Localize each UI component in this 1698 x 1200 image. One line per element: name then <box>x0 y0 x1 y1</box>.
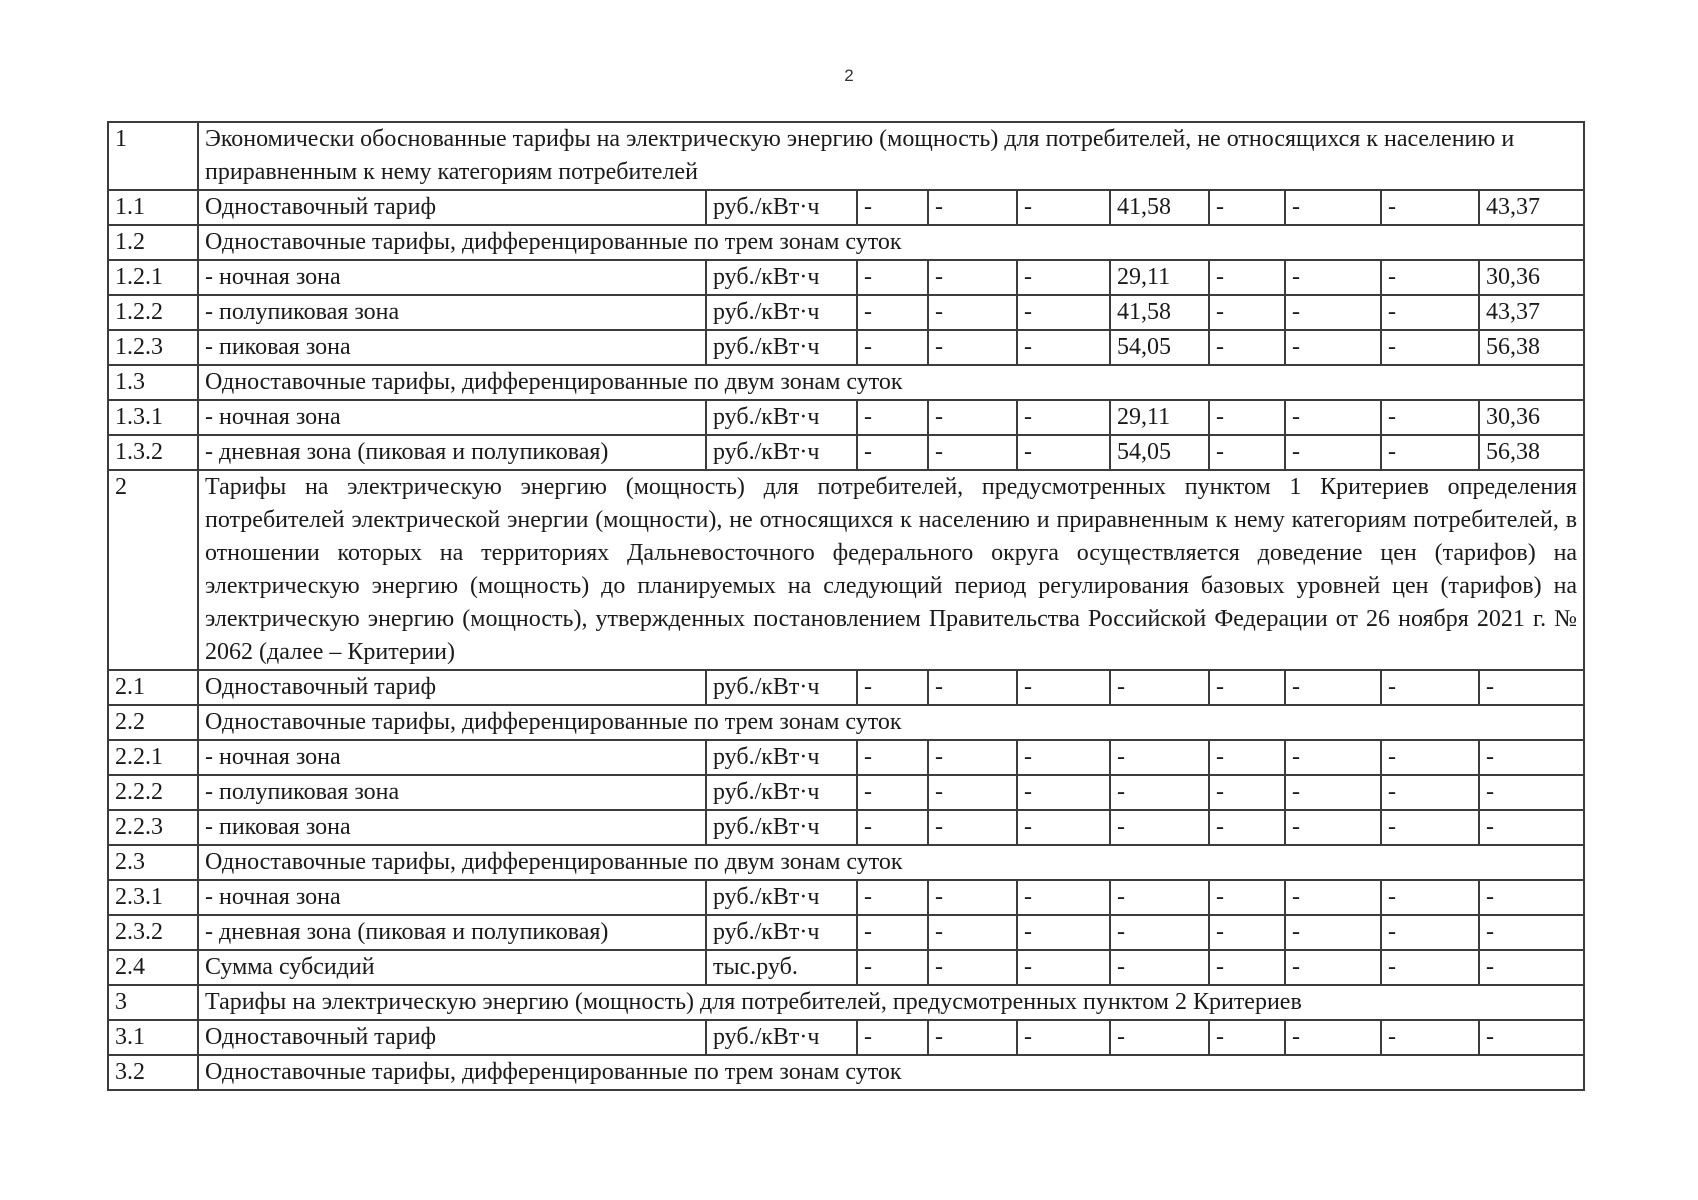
value-cell: 30,36 <box>1479 260 1584 295</box>
value-cell: 41,58 <box>1110 295 1209 330</box>
value-cell: - <box>1285 950 1381 985</box>
value-cell: - <box>928 260 1017 295</box>
value-cell: - <box>928 740 1017 775</box>
value-cell: - <box>1285 260 1381 295</box>
value-cell: - <box>1017 670 1110 705</box>
row-number: 2.2.1 <box>108 740 198 775</box>
row-label: - полупиковая зона <box>198 295 706 330</box>
section-title: Одноставочные тарифы, дифференцированные по двум зонам суток <box>198 845 1584 880</box>
value-cell: - <box>1209 950 1285 985</box>
value-cell: - <box>1209 1020 1285 1055</box>
value-cell: - <box>1381 400 1479 435</box>
value-cell: - <box>857 740 928 775</box>
table-row <box>108 915 1584 950</box>
row-number: 3 <box>108 985 198 1020</box>
value-cell: 29,11 <box>1110 260 1209 295</box>
unit-cell: руб./кВт·ч <box>706 915 857 950</box>
value-cell: - <box>928 915 1017 950</box>
value-cell: - <box>1017 1020 1110 1055</box>
value-cell: - <box>857 400 928 435</box>
section-title: Тарифы на электрическую энергию (мощность) для потребителей, предусмотренных пунктом 1 Критериев определения потребителей электрической энергии (мощности), не относящихся к населению и приравненным к нему категориям потребителей, в отношении которых на территориях Дальневосточного федерального округа осуществляется доведение цен (тарифов) на электрическую энергию (мощность) до планируемых на следующий период регулирования базовых уровней цен (тарифов) на электрическую энергию (мощность), утвержденных постановлением Правительства Российской Федерации от 26 ноября 2021 г. № 2062 (далее – Критерии) <box>198 470 1584 670</box>
value-cell: 56,38 <box>1479 435 1584 470</box>
row-label: - ночная зона <box>198 400 706 435</box>
tariff-table-body <box>108 122 1584 1090</box>
section-title: Одноставочные тарифы, дифференцированные по трем зонам суток <box>198 1055 1584 1090</box>
value-cell: - <box>857 330 928 365</box>
tariff-table <box>107 121 1585 1091</box>
value-cell: - <box>857 880 928 915</box>
value-cell: - <box>1285 915 1381 950</box>
section-row <box>108 225 1584 260</box>
section-row <box>108 845 1584 880</box>
value-cell: - <box>928 435 1017 470</box>
value-cell: - <box>857 915 928 950</box>
row-label: Одноставочный тариф <box>198 1020 706 1055</box>
value-cell: - <box>857 295 928 330</box>
value-cell: - <box>1209 810 1285 845</box>
unit-cell: руб./кВт·ч <box>706 810 857 845</box>
value-cell: - <box>1285 1020 1381 1055</box>
table-row <box>108 740 1584 775</box>
value-cell: - <box>1017 740 1110 775</box>
table-row <box>108 190 1584 225</box>
row-number: 3.2 <box>108 1055 198 1090</box>
value-cell: - <box>928 950 1017 985</box>
value-cell: - <box>1285 400 1381 435</box>
table-row <box>108 950 1584 985</box>
value-cell: - <box>1285 330 1381 365</box>
row-number: 1 <box>108 122 198 190</box>
row-label: - дневная зона (пиковая и полупиковая) <box>198 915 706 950</box>
value-cell: 29,11 <box>1110 400 1209 435</box>
section-title: Одноставочные тарифы, дифференцированные по трем зонам суток <box>198 225 1584 260</box>
value-cell: - <box>1285 190 1381 225</box>
value-cell: - <box>1017 295 1110 330</box>
row-number: 1.2.1 <box>108 260 198 295</box>
row-label: Одноставочный тариф <box>198 190 706 225</box>
section-row <box>108 470 1584 670</box>
unit-cell: руб./кВт·ч <box>706 330 857 365</box>
value-cell: - <box>1017 915 1110 950</box>
section-title: Одноставочные тарифы, дифференцированные по трем зонам суток <box>198 705 1584 740</box>
value-cell: - <box>857 670 928 705</box>
value-cell: - <box>1285 295 1381 330</box>
value-cell: - <box>1381 190 1479 225</box>
value-cell: - <box>1381 775 1479 810</box>
value-cell: 43,37 <box>1479 190 1584 225</box>
value-cell: - <box>1209 435 1285 470</box>
value-cell: - <box>1110 740 1209 775</box>
table-row <box>108 1020 1584 1055</box>
unit-cell: руб./кВт·ч <box>706 295 857 330</box>
value-cell: - <box>1381 295 1479 330</box>
value-cell: - <box>1479 740 1584 775</box>
unit-cell: руб./кВт·ч <box>706 260 857 295</box>
value-cell: - <box>1209 670 1285 705</box>
table-row <box>108 400 1584 435</box>
value-cell: - <box>1285 880 1381 915</box>
section-row <box>108 985 1584 1020</box>
value-cell: - <box>1381 915 1479 950</box>
value-cell: - <box>1479 670 1584 705</box>
value-cell: 54,05 <box>1110 435 1209 470</box>
row-label: - ночная зона <box>198 740 706 775</box>
value-cell: - <box>928 670 1017 705</box>
section-title: Одноставочные тарифы, дифференцированные по двум зонам суток <box>198 365 1584 400</box>
value-cell: - <box>928 190 1017 225</box>
value-cell: - <box>1209 190 1285 225</box>
unit-cell: руб./кВт·ч <box>706 740 857 775</box>
table-row <box>108 330 1584 365</box>
section-row <box>108 1055 1584 1090</box>
value-cell: - <box>1381 670 1479 705</box>
row-number: 1.3.1 <box>108 400 198 435</box>
unit-cell: руб./кВт·ч <box>706 880 857 915</box>
row-number: 2.4 <box>108 950 198 985</box>
section-title: Экономически обоснованные тарифы на электрическую энергию (мощность) для потребителей, не относящихся к населению и приравненным к нему категориям потребителей <box>198 122 1584 190</box>
value-cell: - <box>1017 260 1110 295</box>
value-cell: - <box>1209 400 1285 435</box>
section-title: Тарифы на электрическую энергию (мощность) для потребителей, предусмотренных пунктом 2 Критериев <box>198 985 1584 1020</box>
value-cell: - <box>1017 330 1110 365</box>
value-cell: - <box>1285 810 1381 845</box>
value-cell: - <box>1110 810 1209 845</box>
row-label: Одноставочный тариф <box>198 670 706 705</box>
value-cell: - <box>1017 880 1110 915</box>
value-cell: - <box>1381 880 1479 915</box>
unit-cell: руб./кВт·ч <box>706 400 857 435</box>
value-cell: - <box>1479 775 1584 810</box>
value-cell: - <box>1017 400 1110 435</box>
value-cell: - <box>857 775 928 810</box>
unit-cell: руб./кВт·ч <box>706 435 857 470</box>
value-cell: - <box>1209 775 1285 810</box>
row-number: 2.2 <box>108 705 198 740</box>
value-cell: - <box>857 1020 928 1055</box>
value-cell: - <box>1017 950 1110 985</box>
unit-cell: руб./кВт·ч <box>706 670 857 705</box>
value-cell: - <box>1209 330 1285 365</box>
table-row <box>108 295 1584 330</box>
value-cell: - <box>928 400 1017 435</box>
value-cell: - <box>1209 295 1285 330</box>
table-row <box>108 260 1584 295</box>
section-row <box>108 365 1584 400</box>
value-cell: - <box>928 295 1017 330</box>
value-cell: - <box>928 775 1017 810</box>
value-cell: - <box>1479 915 1584 950</box>
value-cell: - <box>857 810 928 845</box>
value-cell: - <box>1479 810 1584 845</box>
row-number: 2.3 <box>108 845 198 880</box>
value-cell: - <box>1381 330 1479 365</box>
value-cell: - <box>1110 775 1209 810</box>
row-label: - ночная зона <box>198 880 706 915</box>
value-cell: - <box>1110 670 1209 705</box>
value-cell: - <box>1381 1020 1479 1055</box>
value-cell: - <box>1381 260 1479 295</box>
unit-cell: руб./кВт·ч <box>706 1020 857 1055</box>
value-cell: - <box>928 810 1017 845</box>
value-cell: - <box>1209 915 1285 950</box>
value-cell: - <box>1017 775 1110 810</box>
table-row <box>108 880 1584 915</box>
value-cell: - <box>1209 260 1285 295</box>
value-cell: - <box>857 435 928 470</box>
row-number: 2.3.1 <box>108 880 198 915</box>
value-cell: 30,36 <box>1479 400 1584 435</box>
value-cell: - <box>1479 950 1584 985</box>
value-cell: - <box>857 260 928 295</box>
value-cell: - <box>1381 810 1479 845</box>
value-cell: - <box>1209 740 1285 775</box>
row-number: 1.2.3 <box>108 330 198 365</box>
row-number: 2.2.3 <box>108 810 198 845</box>
row-label: Сумма субсидий <box>198 950 706 985</box>
unit-cell: руб./кВт·ч <box>706 190 857 225</box>
value-cell: - <box>857 190 928 225</box>
page-number: 2 <box>844 66 854 85</box>
value-cell: - <box>1285 775 1381 810</box>
table-row <box>108 670 1584 705</box>
value-cell: - <box>1479 1020 1584 1055</box>
row-number: 2.2.2 <box>108 775 198 810</box>
value-cell: - <box>1381 950 1479 985</box>
value-cell: - <box>1285 670 1381 705</box>
value-cell: - <box>1110 915 1209 950</box>
table-row <box>108 775 1584 810</box>
row-number: 1.3 <box>108 365 198 400</box>
row-number: 1.2 <box>108 225 198 260</box>
row-number: 1.2.2 <box>108 295 198 330</box>
section-row <box>108 705 1584 740</box>
value-cell: - <box>1110 1020 1209 1055</box>
row-number: 3.1 <box>108 1020 198 1055</box>
value-cell: - <box>1017 435 1110 470</box>
value-cell: - <box>1381 435 1479 470</box>
table-row <box>108 810 1584 845</box>
table-row <box>108 435 1584 470</box>
row-label: - полупиковая зона <box>198 775 706 810</box>
row-number: 2.3.2 <box>108 915 198 950</box>
row-number: 1.3.2 <box>108 435 198 470</box>
value-cell: - <box>928 880 1017 915</box>
value-cell: - <box>1209 880 1285 915</box>
value-cell: - <box>1017 810 1110 845</box>
value-cell: 41,58 <box>1110 190 1209 225</box>
section-row <box>108 122 1584 190</box>
row-label: - дневная зона (пиковая и полупиковая) <box>198 435 706 470</box>
value-cell: 43,37 <box>1479 295 1584 330</box>
row-number: 1.1 <box>108 190 198 225</box>
row-number: 2 <box>108 470 198 670</box>
unit-cell: руб./кВт·ч <box>706 775 857 810</box>
value-cell: 54,05 <box>1110 330 1209 365</box>
row-label: - пиковая зона <box>198 330 706 365</box>
value-cell: - <box>928 1020 1017 1055</box>
value-cell: 56,38 <box>1479 330 1584 365</box>
row-number: 2.1 <box>108 670 198 705</box>
value-cell: - <box>1479 880 1584 915</box>
value-cell: - <box>1285 435 1381 470</box>
value-cell: - <box>857 950 928 985</box>
value-cell: - <box>1381 740 1479 775</box>
value-cell: - <box>928 330 1017 365</box>
value-cell: - <box>1110 880 1209 915</box>
value-cell: - <box>1285 740 1381 775</box>
value-cell: - <box>1110 950 1209 985</box>
row-label: - ночная зона <box>198 260 706 295</box>
row-label: - пиковая зона <box>198 810 706 845</box>
value-cell: - <box>1017 190 1110 225</box>
unit-cell: тыс.руб. <box>706 950 857 985</box>
